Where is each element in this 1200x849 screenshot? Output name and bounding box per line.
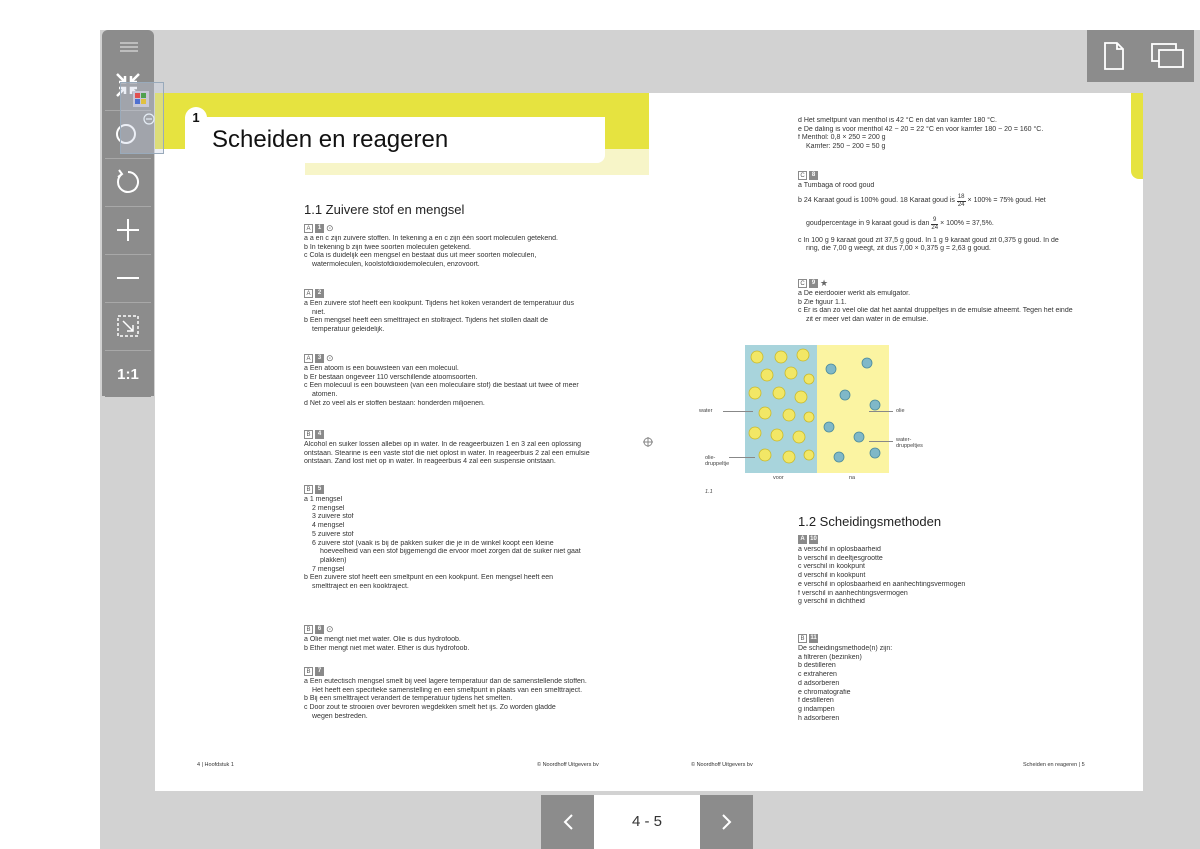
question-10 (798, 534, 1113, 607)
answer-line: c Cola is duidelijk een mengsel en bestaat dus uit meer soorten moleculen, (304, 252, 537, 260)
level-badge: B (304, 667, 313, 676)
answer-line: Het heeft een specifieke samenstelling en een smeltpunt in plaats van een smelttraject. (312, 686, 583, 694)
answer-line: h adsorberen (798, 714, 840, 722)
label-line: druppeltjes (896, 443, 923, 449)
answer-line: b In tekening b zijn twee soorten moleculen getekend. (304, 243, 471, 251)
answer-line: a Een zuivere stof heeft een kookpunt. Tijdens het koken verandert de temperatuur dus (304, 300, 575, 307)
answer-line: b Een mengsel heeft een smelttraject en stoltraject. Tijdens het stollen daalt de (304, 317, 548, 325)
answer-line: ring, die 7,00 g weegt, zit dus 7,00 × 0,375 g = 2,63 g goud. (806, 245, 991, 253)
answer-text: × 100% = 37,5%. (940, 220, 994, 228)
answer-line: c Er is dan zo veel olie dat het aantal druppeltjes in de emulsie afneemt. Tegen het einde (798, 307, 1073, 315)
answer-text: goudpercentage in 9 karaat goud is dan (806, 220, 930, 228)
answer-line: b verschil in deeltjesgrootte (798, 554, 883, 562)
answer-line: f destilleren (798, 697, 834, 705)
answer-line: a verschil in oplosbaarheid (798, 546, 881, 553)
answer-line: atomen. (312, 391, 338, 399)
chapter-number: 1 (185, 107, 207, 129)
answer-line: c In 100 g 9 karaat goud zit 37,5 g goud. In 1 g 9 karaat goud zit 0,375 g goud. In de (798, 236, 1059, 244)
answer-line: ontstaan. Stearine is een vaste stof die niet oplost in water. In reageerbuis 2 zal een emulsie (304, 449, 590, 457)
minus-icon (113, 263, 143, 293)
question-number: 4 (315, 430, 324, 439)
page-footer-copyright: © Noordhoff Uitgevers bv (691, 762, 753, 768)
answer-line: 3 zuivere stof (312, 513, 354, 521)
rotate-icon (113, 167, 143, 197)
answer-line: 2 mengsel (312, 504, 345, 512)
fraction-denominator: 24 (957, 202, 965, 209)
question-number: 5 (315, 485, 324, 494)
next-page-button[interactable] (700, 795, 753, 849)
fit-page-button[interactable] (105, 302, 151, 349)
question-number: 7 (315, 667, 324, 676)
page-footer-left: 4 | Hoofdstuk 1 (197, 762, 234, 768)
question-number: 6 (315, 625, 324, 634)
answer-line: c extraheren (798, 671, 837, 679)
leader-line (869, 441, 893, 442)
question-7-continued (798, 117, 1113, 152)
chevron-right-icon (720, 812, 734, 832)
chapter-tab (1131, 93, 1143, 179)
figure-panel-voor (745, 345, 817, 473)
answer-line: a Een eutectisch mengsel smelt bij veel lagere temperatuur dan de samenstellende stoffen. (304, 678, 587, 685)
answer-line: g verschil in dichtheid (798, 598, 865, 606)
page-navigator (541, 795, 753, 849)
single-page-icon (1102, 41, 1126, 71)
view-mode-toggle (1087, 30, 1194, 82)
answer-line: e chromatografie (798, 688, 851, 696)
answer-line: b Ether mengt niet met water. Ether is dus hydrofoob. (304, 644, 470, 652)
chevron-left-icon (561, 812, 575, 832)
answer-line: a filtreren (bezinken) (798, 653, 862, 661)
question-2 (304, 288, 619, 335)
level-badge: A (304, 224, 313, 233)
answer-line: d verschil in kookpunt (798, 572, 866, 580)
level-badge: C (798, 171, 807, 180)
answer-line: g indampen (798, 705, 835, 713)
actual-size-label: 1:1 (117, 365, 139, 383)
answer-line: b Een zuivere stof heeft een smeltpunt en een kookpunt. Een mengsel heeft een (304, 574, 554, 582)
answer-line (798, 216, 1113, 234)
answer-line: a Olie mengt niet met water. Olie is dus hydrofoob. (304, 636, 461, 643)
answer-line: Alcohol en suiker lossen allebei op in water. In de reageerbuizen 1 en 3 zal een oplossing (304, 441, 582, 448)
answer-line: e verschil in oplosbaarheid en aanhechtingsvermogen (798, 580, 966, 588)
answer-line: e De daling is voor menthol 42 − 20 = 22 °C en voor kamfer 180 − 20 = 160 °C. (798, 125, 1044, 133)
question-number: 8 (809, 171, 818, 180)
label-line: druppeltje (705, 461, 730, 467)
answer-text: × 100% = 75% goud. Het (967, 197, 1046, 205)
question-1 (304, 223, 619, 270)
target-icon: ⊙ (326, 352, 334, 363)
page-footer-right: Scheiden en reageren | 5 (1023, 762, 1085, 768)
question-8 (798, 170, 1113, 254)
single-page-button[interactable] (1087, 30, 1140, 82)
question-number: 11 (810, 634, 817, 641)
question-number: 10 (810, 535, 817, 542)
zoom-out-button[interactable] (105, 254, 151, 301)
double-page-icon (1150, 41, 1186, 71)
answer-text: b 24 Karaat goud is 100% goud. 18 Karaat goud is (798, 197, 955, 205)
drag-handle[interactable] (120, 42, 138, 44)
fraction-numerator: 18 (957, 194, 965, 201)
palette-icon (121, 83, 163, 153)
plus-icon (113, 215, 143, 245)
chapter-title: Scheiden en reageren (212, 126, 449, 153)
level-badge: B (798, 634, 807, 643)
target-icon: ⊙ (326, 222, 334, 233)
question-4 (304, 429, 619, 467)
fraction-denominator: 24 (931, 225, 939, 232)
crosshair-icon (643, 434, 653, 444)
level-badge: B (304, 485, 313, 494)
emulsion-figure (699, 345, 1009, 497)
double-page-button[interactable] (1141, 30, 1194, 82)
answer-line: d adsorberen (798, 679, 840, 687)
answer-line: smelttraject en een kooktraject. (312, 583, 409, 591)
question-11 (798, 633, 1113, 723)
answer-line: b Bij een smelttraject verandert de temperatuur tijdens het smelten. (304, 695, 513, 703)
answer-line: 6 zuivere stof (vaak is bij de pakken suiker die je in de winkel koopt een kleine (312, 539, 554, 547)
fraction (931, 217, 938, 232)
label-water: water (699, 408, 713, 414)
fit-to-page-icon (113, 311, 143, 341)
actual-size-button[interactable] (105, 350, 151, 397)
answer-line: watermoleculen, koolstofdioxidemoleculen, enzovoort. (312, 261, 480, 269)
answer-line: c verschil in kookpunt (798, 563, 865, 571)
question-number: 2 (315, 289, 324, 298)
question-7 (304, 666, 619, 722)
question-3 (304, 353, 619, 409)
answer-line (798, 193, 1113, 211)
figure-panel-na (817, 345, 889, 473)
answer-line: d Net zo veel als er stoffen bestaan: honderden miljoenen. (304, 399, 485, 407)
question-5 (304, 484, 619, 592)
drag-handle[interactable] (120, 46, 138, 48)
rotate-button[interactable] (105, 158, 151, 205)
label-olie-druppeltje (705, 455, 729, 467)
level-badge: B (304, 625, 313, 634)
answer-line: a De eierdooier werkt als emulgator. (798, 290, 911, 297)
level-letter: A (800, 535, 805, 542)
answer-line: b Zie figuur 1.1. (798, 298, 847, 306)
answer-line: hoeveelheid van een stof bijgemengd die ervoor moet zorgen dat de suiker niet gaat (320, 548, 581, 556)
level-badge: A (304, 354, 313, 363)
level-badge: A (304, 289, 313, 298)
section-title-1-2: 1.2 Scheidingsmethoden (798, 514, 942, 529)
fraction (957, 194, 966, 209)
question-number: 1 (315, 224, 324, 233)
answer-line: a 1 mengsel (304, 496, 343, 503)
answer-line: zit er meer vet dan water in de emulsie. (806, 316, 929, 324)
label-voor: voor (773, 475, 784, 481)
label-olie: olie (896, 408, 905, 414)
figure-caption: 1.1 (705, 489, 713, 495)
answer-line: f Menthol: 0,8 × 250 = 200 g (798, 134, 886, 142)
zoom-in-button[interactable] (105, 206, 151, 253)
answer-line: a Tumbaga of rood goud (798, 182, 875, 189)
answer-line: d Het smeltpunt van menthol is 42 °C en dat van kamfer 180 °C. (798, 117, 997, 124)
answer-line: 7 mengsel (312, 565, 345, 573)
answer-line: f verschil in aanhechtingsvermogen (798, 589, 908, 597)
left-page (155, 93, 649, 791)
answer-line: De scheidingsmethode(n) zijn: (798, 645, 893, 652)
answer-line: temperatuur geleidelijk. (312, 326, 385, 334)
water-droplets-sparse (817, 345, 889, 473)
leader-line (729, 457, 755, 458)
right-page (649, 93, 1143, 791)
level-badge: C (798, 279, 807, 288)
question-9 (798, 278, 1113, 325)
answer-line: a Een atoom is een bouwsteen van een molecuul. (304, 365, 459, 372)
question-number: 9 (809, 279, 818, 288)
answer-line: niet. (312, 308, 326, 316)
leader-line (723, 411, 753, 412)
previous-page-button[interactable] (541, 795, 594, 849)
label-na: na (849, 475, 856, 481)
star-icon: ★ (820, 277, 829, 288)
color-picker-thumbnail[interactable] (120, 82, 164, 154)
answer-line: b destilleren (798, 662, 836, 670)
answer-line: plakken) (320, 556, 347, 564)
label-water-druppeltjes (896, 437, 923, 449)
answer-line: b Er bestaan ongeveer 110 verschillende atoomsoorten. (304, 373, 478, 381)
question-6 (304, 624, 619, 653)
question-number: 3 (315, 354, 324, 363)
answer-line: ontstaan. Zand lost niet op in water. In reageerbuis 4 zal een suspensie ontstaan. (304, 458, 556, 466)
answer-line: Kamfer: 250 − 200 = 50 g (806, 143, 886, 151)
answer-line: c Een molecuul is een bouwsteen (van een moleculaire stof) die bestaat uit twee of meer (304, 382, 579, 390)
answer-line: 5 zuivere stof (312, 530, 354, 538)
page-footer-copyright: © Noordhoff Uitgevers bv (537, 762, 599, 768)
level-badge: B (304, 430, 313, 439)
fraction-numerator: 9 (933, 217, 937, 224)
label-line: olie- (705, 455, 716, 461)
label-line: water- (896, 437, 912, 443)
target-icon: ⊙ (326, 623, 334, 634)
leader-line (869, 411, 893, 412)
drag-handle[interactable] (120, 50, 138, 52)
answer-line: wegen bestreden. (312, 712, 368, 720)
section-title-1-1: 1.1 Zuivere stof en mengsel (304, 202, 465, 217)
page-indicator: 4 - 5 (594, 795, 700, 849)
answer-line: c Door zout te strooien over bevroren wegdekken smelt het ijs. Zo worden gladde (304, 704, 556, 712)
oil-droplets-dense (745, 345, 817, 473)
answer-line: a a en c zijn zuivere stoffen. In tekening a en c zijn één soort moleculen getekend. (304, 235, 558, 242)
answer-line: 4 mengsel (312, 522, 345, 530)
question-level-number (798, 535, 807, 544)
